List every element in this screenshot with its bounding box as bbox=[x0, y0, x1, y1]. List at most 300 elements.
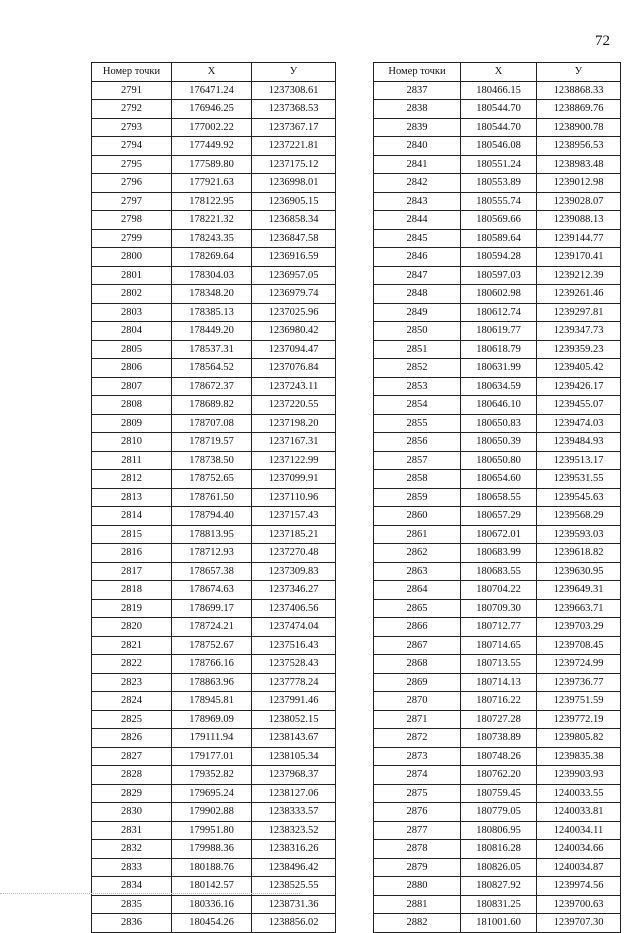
cell-y: 1236847.58 bbox=[252, 229, 336, 248]
header-y: У bbox=[537, 63, 621, 82]
cell-y: 1240034.11 bbox=[537, 821, 621, 840]
cell-y: 1238127.06 bbox=[252, 784, 336, 803]
table-row bbox=[374, 155, 621, 174]
cell-y: 1239484.93 bbox=[537, 433, 621, 452]
cell-x: 180683.99 bbox=[461, 544, 537, 563]
table-row bbox=[92, 914, 336, 933]
cell-x: 178699.17 bbox=[172, 599, 252, 618]
table-row bbox=[92, 414, 336, 433]
cell-point-number: 2865 bbox=[374, 599, 461, 618]
cell-y: 1237991.46 bbox=[252, 692, 336, 711]
cell-x: 180714.13 bbox=[461, 673, 537, 692]
cell-x: 178269.64 bbox=[172, 248, 252, 267]
cell-y: 1239618.82 bbox=[537, 544, 621, 563]
cell-x: 180779.05 bbox=[461, 803, 537, 822]
cell-y: 1238143.67 bbox=[252, 729, 336, 748]
cell-y: 1239805.82 bbox=[537, 729, 621, 748]
cell-y: 1237406.56 bbox=[252, 599, 336, 618]
table-row bbox=[92, 340, 336, 359]
cell-x: 178794.40 bbox=[172, 507, 252, 526]
cell-y: 1236957.05 bbox=[252, 266, 336, 285]
cell-x: 180709.30 bbox=[461, 599, 537, 618]
cell-point-number: 2831 bbox=[92, 821, 172, 840]
cell-point-number: 2814 bbox=[92, 507, 172, 526]
cell-point-number: 2869 bbox=[374, 673, 461, 692]
cell-point-number: 2860 bbox=[374, 507, 461, 526]
cell-point-number: 2881 bbox=[374, 895, 461, 914]
cell-y: 1240033.81 bbox=[537, 803, 621, 822]
cell-point-number: 2836 bbox=[92, 914, 172, 933]
cell-point-number: 2871 bbox=[374, 710, 461, 729]
cell-y: 1237474.04 bbox=[252, 618, 336, 637]
cell-x: 180634.59 bbox=[461, 377, 537, 396]
cell-x: 178813.95 bbox=[172, 525, 252, 544]
cell-y: 1239663.71 bbox=[537, 599, 621, 618]
table-row bbox=[374, 803, 621, 822]
cell-x: 178243.35 bbox=[172, 229, 252, 248]
table-row bbox=[374, 525, 621, 544]
table-row bbox=[374, 488, 621, 507]
cell-point-number: 2804 bbox=[92, 322, 172, 341]
table-row bbox=[374, 211, 621, 230]
cell-y: 1237346.27 bbox=[252, 581, 336, 600]
header-y: У bbox=[252, 63, 336, 82]
table-row bbox=[374, 229, 621, 248]
cell-y: 1239531.55 bbox=[537, 470, 621, 489]
cell-y: 1239170.41 bbox=[537, 248, 621, 267]
table-row bbox=[374, 673, 621, 692]
scan-edge-line bbox=[0, 893, 300, 895]
cell-y: 1237308.61 bbox=[252, 81, 336, 100]
cell-point-number: 2797 bbox=[92, 192, 172, 211]
cell-x: 180336.16 bbox=[172, 895, 252, 914]
cell-point-number: 2839 bbox=[374, 118, 461, 137]
cell-point-number: 2829 bbox=[92, 784, 172, 803]
cell-y: 1237270.48 bbox=[252, 544, 336, 563]
cell-point-number: 2815 bbox=[92, 525, 172, 544]
cell-y: 1239630.95 bbox=[537, 562, 621, 581]
table-row bbox=[92, 81, 336, 100]
cell-x: 178537.31 bbox=[172, 340, 252, 359]
cell-point-number: 2845 bbox=[374, 229, 461, 248]
cell-point-number: 2832 bbox=[92, 840, 172, 859]
cell-x: 179111.94 bbox=[172, 729, 252, 748]
table-row bbox=[374, 784, 621, 803]
table-row bbox=[92, 488, 336, 507]
cell-point-number: 2849 bbox=[374, 303, 461, 322]
cell-point-number: 2819 bbox=[92, 599, 172, 618]
cell-x: 178657.38 bbox=[172, 562, 252, 581]
cell-x: 180569.66 bbox=[461, 211, 537, 230]
cell-point-number: 2795 bbox=[92, 155, 172, 174]
cell-point-number: 2850 bbox=[374, 322, 461, 341]
cell-y: 1236905.15 bbox=[252, 192, 336, 211]
cell-y: 1237968.37 bbox=[252, 766, 336, 785]
cell-x: 178449.20 bbox=[172, 322, 252, 341]
cell-x: 178122.95 bbox=[172, 192, 252, 211]
table-row bbox=[374, 359, 621, 378]
cell-y: 1239568.29 bbox=[537, 507, 621, 526]
cell-point-number: 2834 bbox=[92, 877, 172, 896]
cell-x: 180831.25 bbox=[461, 895, 537, 914]
cell-y: 1239545.63 bbox=[537, 488, 621, 507]
table-row bbox=[374, 821, 621, 840]
cell-y: 1237528.43 bbox=[252, 655, 336, 674]
cell-x: 178752.67 bbox=[172, 636, 252, 655]
cell-point-number: 2841 bbox=[374, 155, 461, 174]
table-row bbox=[374, 340, 621, 359]
cell-point-number: 2816 bbox=[92, 544, 172, 563]
cell-y: 1239703.29 bbox=[537, 618, 621, 637]
cell-y: 1238333.57 bbox=[252, 803, 336, 822]
cell-x: 177449.92 bbox=[172, 137, 252, 156]
cell-y: 1239297.81 bbox=[537, 303, 621, 322]
cell-x: 177921.63 bbox=[172, 174, 252, 193]
cell-x: 180713.55 bbox=[461, 655, 537, 674]
cell-x: 178766.16 bbox=[172, 655, 252, 674]
cell-x: 180657.29 bbox=[461, 507, 537, 526]
cell-point-number: 2798 bbox=[92, 211, 172, 230]
cell-point-number: 2861 bbox=[374, 525, 461, 544]
cell-y: 1237076.84 bbox=[252, 359, 336, 378]
cell-point-number: 2868 bbox=[374, 655, 461, 674]
table-row bbox=[374, 285, 621, 304]
cell-y: 1237099.91 bbox=[252, 470, 336, 489]
cell-point-number: 2793 bbox=[92, 118, 172, 137]
cell-y: 1239012.98 bbox=[537, 174, 621, 193]
cell-y: 1239144.77 bbox=[537, 229, 621, 248]
cell-y: 1237025.96 bbox=[252, 303, 336, 322]
cell-y: 1238983.48 bbox=[537, 155, 621, 174]
table-row bbox=[92, 895, 336, 914]
table-row bbox=[374, 840, 621, 859]
cell-point-number: 2830 bbox=[92, 803, 172, 822]
table-row bbox=[374, 433, 621, 452]
cell-y: 1239513.17 bbox=[537, 451, 621, 470]
cell-point-number: 2864 bbox=[374, 581, 461, 600]
table-row bbox=[374, 377, 621, 396]
cell-point-number: 2835 bbox=[92, 895, 172, 914]
cell-point-number: 2813 bbox=[92, 488, 172, 507]
cell-y: 1238869.76 bbox=[537, 100, 621, 119]
cell-x: 180727.28 bbox=[461, 710, 537, 729]
cell-point-number: 2853 bbox=[374, 377, 461, 396]
table-row bbox=[374, 100, 621, 119]
cell-point-number: 2802 bbox=[92, 285, 172, 304]
table-row bbox=[374, 895, 621, 914]
table-row bbox=[374, 636, 621, 655]
cell-point-number: 2862 bbox=[374, 544, 461, 563]
cell-y: 1239212.39 bbox=[537, 266, 621, 285]
cell-y: 1239772.19 bbox=[537, 710, 621, 729]
cell-point-number: 2796 bbox=[92, 174, 172, 193]
table-row bbox=[92, 766, 336, 785]
cell-x: 180827.92 bbox=[461, 877, 537, 896]
table-row bbox=[374, 507, 621, 526]
table-row bbox=[374, 137, 621, 156]
cell-y: 1238105.34 bbox=[252, 747, 336, 766]
cell-x: 180704.22 bbox=[461, 581, 537, 600]
cell-x: 180716.22 bbox=[461, 692, 537, 711]
table-body-right bbox=[374, 81, 621, 932]
cell-x: 180646.10 bbox=[461, 396, 537, 415]
cell-y: 1240034.87 bbox=[537, 858, 621, 877]
table-row bbox=[92, 192, 336, 211]
table-row bbox=[92, 100, 336, 119]
cell-point-number: 2870 bbox=[374, 692, 461, 711]
table-row bbox=[92, 322, 336, 341]
table-row bbox=[374, 858, 621, 877]
cell-x: 180658.55 bbox=[461, 488, 537, 507]
cell-point-number: 2801 bbox=[92, 266, 172, 285]
cell-y: 1239028.07 bbox=[537, 192, 621, 211]
cell-x: 180619.77 bbox=[461, 322, 537, 341]
cell-point-number: 2820 bbox=[92, 618, 172, 637]
cell-x: 179177.01 bbox=[172, 747, 252, 766]
cell-x: 180142.57 bbox=[172, 877, 252, 896]
table-row bbox=[374, 192, 621, 211]
header-x: X bbox=[172, 63, 252, 82]
table-row bbox=[92, 673, 336, 692]
cell-y: 1236916.59 bbox=[252, 248, 336, 267]
cell-point-number: 2818 bbox=[92, 581, 172, 600]
cell-y: 1237094.47 bbox=[252, 340, 336, 359]
table-header-row bbox=[374, 63, 621, 82]
table-row bbox=[374, 581, 621, 600]
cell-x: 180597.03 bbox=[461, 266, 537, 285]
cell-x: 178564.52 bbox=[172, 359, 252, 378]
cell-x: 180712.77 bbox=[461, 618, 537, 637]
cell-y: 1237110.96 bbox=[252, 488, 336, 507]
table-row bbox=[92, 858, 336, 877]
cell-x: 178945.81 bbox=[172, 692, 252, 711]
cell-point-number: 2810 bbox=[92, 433, 172, 452]
cell-x: 180738.89 bbox=[461, 729, 537, 748]
cell-x: 176471.24 bbox=[172, 81, 252, 100]
cell-x: 180594.28 bbox=[461, 248, 537, 267]
table-row bbox=[92, 507, 336, 526]
table-row bbox=[92, 562, 336, 581]
cell-point-number: 2874 bbox=[374, 766, 461, 785]
cell-x: 180650.83 bbox=[461, 414, 537, 433]
table-row bbox=[374, 655, 621, 674]
table-body-left bbox=[92, 81, 336, 932]
table-row bbox=[374, 266, 621, 285]
cell-x: 176946.25 bbox=[172, 100, 252, 119]
cell-point-number: 2800 bbox=[92, 248, 172, 267]
cell-point-number: 2877 bbox=[374, 821, 461, 840]
cell-x: 178689.82 bbox=[172, 396, 252, 415]
table-row bbox=[92, 266, 336, 285]
cell-x: 180551.24 bbox=[461, 155, 537, 174]
table-row bbox=[92, 840, 336, 859]
cell-point-number: 2821 bbox=[92, 636, 172, 655]
table-row bbox=[92, 155, 336, 174]
table-row bbox=[92, 137, 336, 156]
cell-point-number: 2875 bbox=[374, 784, 461, 803]
cell-y: 1239974.56 bbox=[537, 877, 621, 896]
table-row bbox=[374, 303, 621, 322]
cell-y: 1240034.66 bbox=[537, 840, 621, 859]
cell-y: 1237368.53 bbox=[252, 100, 336, 119]
cell-point-number: 2806 bbox=[92, 359, 172, 378]
table-row bbox=[374, 747, 621, 766]
cell-x: 180654.60 bbox=[461, 470, 537, 489]
cell-point-number: 2859 bbox=[374, 488, 461, 507]
cell-x: 179902.88 bbox=[172, 803, 252, 822]
cell-x: 178761.50 bbox=[172, 488, 252, 507]
cell-x: 177002.22 bbox=[172, 118, 252, 137]
cell-point-number: 2842 bbox=[374, 174, 461, 193]
cell-y: 1238052.15 bbox=[252, 710, 336, 729]
cell-x: 180748.26 bbox=[461, 747, 537, 766]
table-row bbox=[374, 451, 621, 470]
cell-point-number: 2846 bbox=[374, 248, 461, 267]
cell-y: 1239724.99 bbox=[537, 655, 621, 674]
table-row bbox=[374, 766, 621, 785]
table-row bbox=[92, 821, 336, 840]
cell-point-number: 2792 bbox=[92, 100, 172, 119]
cell-y: 1239088.13 bbox=[537, 211, 621, 230]
cell-x: 180762.20 bbox=[461, 766, 537, 785]
cell-point-number: 2854 bbox=[374, 396, 461, 415]
cell-point-number: 2879 bbox=[374, 858, 461, 877]
table-row bbox=[92, 636, 336, 655]
table-row bbox=[92, 248, 336, 267]
cell-y: 1237221.81 bbox=[252, 137, 336, 156]
cell-y: 1239455.07 bbox=[537, 396, 621, 415]
coordinates-table-right bbox=[373, 62, 621, 933]
header-point-number: Номер точки bbox=[92, 63, 172, 82]
cell-point-number: 2882 bbox=[374, 914, 461, 933]
cell-point-number: 2867 bbox=[374, 636, 461, 655]
cell-x: 181001.60 bbox=[461, 914, 537, 933]
cell-point-number: 2851 bbox=[374, 340, 461, 359]
cell-y: 1238900.78 bbox=[537, 118, 621, 137]
cell-x: 180650.80 bbox=[461, 451, 537, 470]
table-row bbox=[374, 618, 621, 637]
cell-point-number: 2838 bbox=[374, 100, 461, 119]
cell-x: 180555.74 bbox=[461, 192, 537, 211]
cell-y: 1237367.17 bbox=[252, 118, 336, 137]
cell-y: 1236980.42 bbox=[252, 322, 336, 341]
table-row bbox=[92, 470, 336, 489]
cell-y: 1239347.73 bbox=[537, 322, 621, 341]
cell-y: 1239835.38 bbox=[537, 747, 621, 766]
table-row bbox=[374, 470, 621, 489]
cell-point-number: 2847 bbox=[374, 266, 461, 285]
cell-x: 177589.80 bbox=[172, 155, 252, 174]
cell-x: 178738.50 bbox=[172, 451, 252, 470]
cell-y: 1237198.20 bbox=[252, 414, 336, 433]
cell-y: 1239593.03 bbox=[537, 525, 621, 544]
cell-y: 1239708.45 bbox=[537, 636, 621, 655]
cell-x: 180806.95 bbox=[461, 821, 537, 840]
table-row bbox=[92, 118, 336, 137]
cell-y: 1238496.42 bbox=[252, 858, 336, 877]
cell-x: 180612.74 bbox=[461, 303, 537, 322]
cell-x: 180618.79 bbox=[461, 340, 537, 359]
table-row bbox=[374, 174, 621, 193]
cell-y: 1238856.02 bbox=[252, 914, 336, 933]
cell-x: 180188.76 bbox=[172, 858, 252, 877]
cell-y: 1237167.31 bbox=[252, 433, 336, 452]
cell-x: 178221.32 bbox=[172, 211, 252, 230]
cell-y: 1239751.59 bbox=[537, 692, 621, 711]
cell-y: 1239359.23 bbox=[537, 340, 621, 359]
table-row bbox=[92, 174, 336, 193]
cell-x: 180631.99 bbox=[461, 359, 537, 378]
cell-y: 1237243.11 bbox=[252, 377, 336, 396]
cell-point-number: 2805 bbox=[92, 340, 172, 359]
cell-y: 1237175.12 bbox=[252, 155, 336, 174]
cell-point-number: 2880 bbox=[374, 877, 461, 896]
table-row bbox=[92, 581, 336, 600]
table-row bbox=[374, 877, 621, 896]
table-row bbox=[92, 451, 336, 470]
cell-point-number: 2833 bbox=[92, 858, 172, 877]
coordinates-table-left bbox=[91, 62, 336, 933]
cell-x: 180589.64 bbox=[461, 229, 537, 248]
cell-x: 178304.03 bbox=[172, 266, 252, 285]
cell-x: 178752.65 bbox=[172, 470, 252, 489]
table-row bbox=[374, 710, 621, 729]
table-row bbox=[374, 81, 621, 100]
cell-x: 180466.15 bbox=[461, 81, 537, 100]
cell-x: 178719.57 bbox=[172, 433, 252, 452]
table-row bbox=[92, 729, 336, 748]
table-row bbox=[92, 211, 336, 230]
cell-point-number: 2823 bbox=[92, 673, 172, 692]
table-row bbox=[374, 729, 621, 748]
table-row bbox=[92, 692, 336, 711]
cell-x: 178348.20 bbox=[172, 285, 252, 304]
cell-x: 178707.08 bbox=[172, 414, 252, 433]
cell-x: 180546.08 bbox=[461, 137, 537, 156]
cell-y: 1239474.03 bbox=[537, 414, 621, 433]
table-row bbox=[374, 396, 621, 415]
table-row bbox=[92, 433, 336, 452]
cell-point-number: 2878 bbox=[374, 840, 461, 859]
cell-point-number: 2794 bbox=[92, 137, 172, 156]
cell-point-number: 2799 bbox=[92, 229, 172, 248]
cell-point-number: 2827 bbox=[92, 747, 172, 766]
cell-y: 1238316.26 bbox=[252, 840, 336, 859]
cell-point-number: 2826 bbox=[92, 729, 172, 748]
cell-point-number: 2817 bbox=[92, 562, 172, 581]
table-row bbox=[92, 803, 336, 822]
cell-point-number: 2858 bbox=[374, 470, 461, 489]
cell-y: 1237220.55 bbox=[252, 396, 336, 415]
table-row bbox=[374, 914, 621, 933]
table-row bbox=[374, 322, 621, 341]
cell-x: 178674.63 bbox=[172, 581, 252, 600]
cell-point-number: 2809 bbox=[92, 414, 172, 433]
cell-y: 1239707.30 bbox=[537, 914, 621, 933]
cell-x: 180602.98 bbox=[461, 285, 537, 304]
table-row bbox=[92, 784, 336, 803]
cell-point-number: 2848 bbox=[374, 285, 461, 304]
header-point-number: Номер точки bbox=[374, 63, 461, 82]
table-row bbox=[374, 248, 621, 267]
table-row bbox=[92, 710, 336, 729]
table-row bbox=[92, 599, 336, 618]
cell-y: 1236979.74 bbox=[252, 285, 336, 304]
table-row bbox=[92, 544, 336, 563]
cell-x: 179951.80 bbox=[172, 821, 252, 840]
cell-y: 1238731.36 bbox=[252, 895, 336, 914]
cell-x: 178712.93 bbox=[172, 544, 252, 563]
